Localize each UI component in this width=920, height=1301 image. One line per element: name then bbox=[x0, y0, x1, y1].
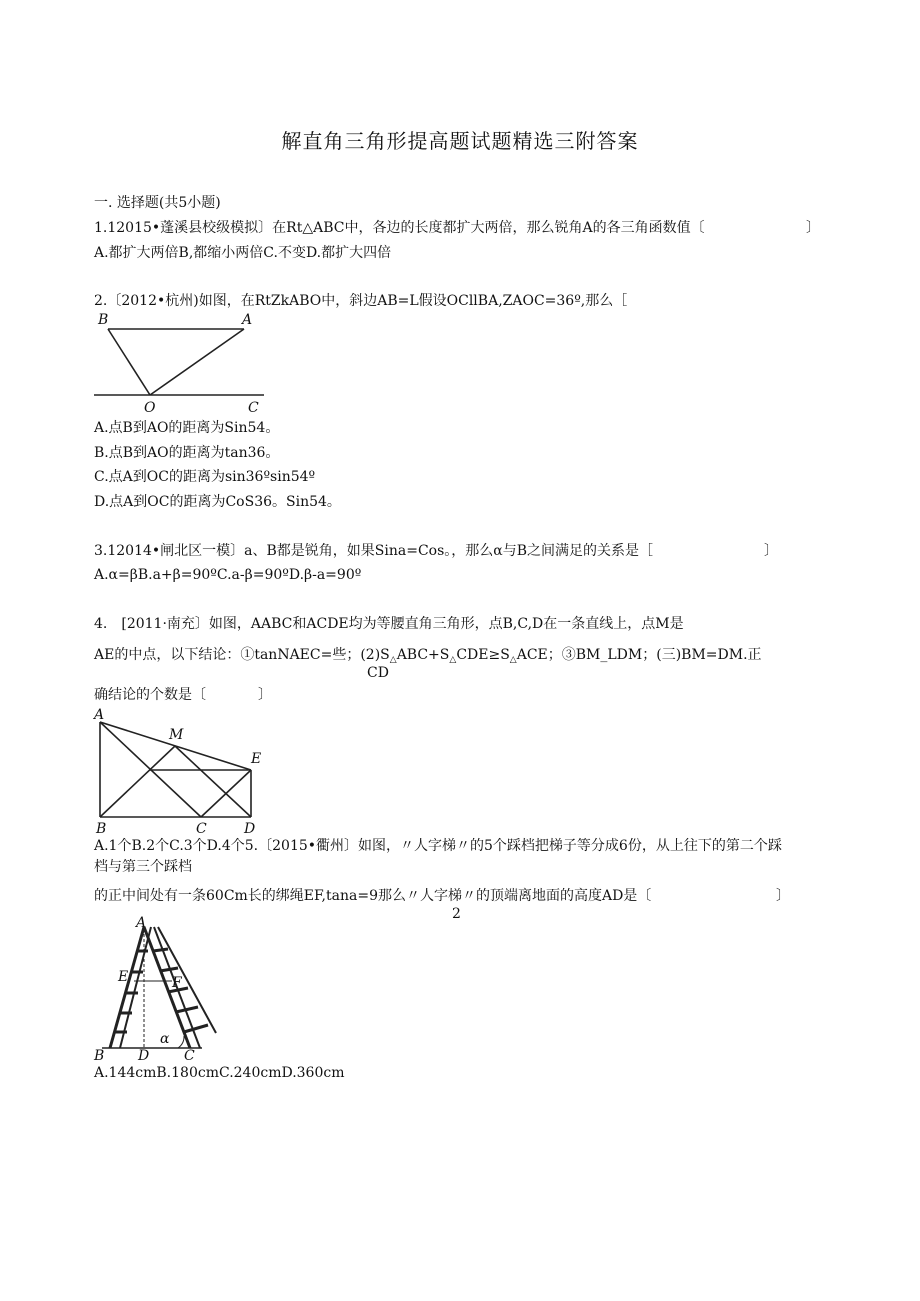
q2-option-c: C.点A到OC的距离为sin36ºsin54º bbox=[94, 469, 316, 485]
q5-options: A.144cmB.180cmC.240cmD.360cm bbox=[94, 1065, 345, 1081]
section-heading: 一. 选择题(共5小题) bbox=[94, 195, 221, 211]
q2-option-b: B.点B到AO的距离为tan36。 bbox=[94, 445, 280, 461]
q1-stem: 1.12015•蓬溪县校级模拟〕在Rt△ABC中，各边的长度都扩大两倍，那么锐角A的各三角函数值〔 bbox=[94, 220, 705, 236]
q4-label-d: D bbox=[244, 821, 256, 837]
q4-close-bracket: 〕 bbox=[258, 687, 272, 703]
q5-ladder-figure bbox=[90, 915, 230, 1063]
q5-fraction-denominator: 2 bbox=[452, 906, 461, 922]
q3-options: A.α=βB.a+β=90ºC.a-β=90ºD.β-a=90º bbox=[94, 567, 362, 583]
q4-fraction-denominator: CD bbox=[367, 665, 389, 681]
q4-label-a: A bbox=[94, 707, 105, 723]
q2-figure bbox=[92, 310, 272, 415]
q4-subscript-1: △ bbox=[389, 655, 397, 665]
q4-stem: 4. [2011·南充〕如图，AABC和ACDE均为等腰直角三角形，点B,C,D在一条直线上，点M是 bbox=[94, 616, 684, 632]
q4-conclusions-part2: ABC+S bbox=[396, 647, 450, 663]
q5-label-alpha: α bbox=[160, 1031, 170, 1047]
q5-label-f: F bbox=[172, 975, 182, 991]
q3-close-bracket: 〕 bbox=[764, 543, 778, 559]
q4-conclusions-part3: CDE≥S bbox=[456, 647, 510, 663]
page-title: 解直角三角形提高题试题精选三附答案 bbox=[281, 129, 639, 153]
q5-stem-line3: 的正中间处有一条60Cm长的绑绳EF,tana=9那么〃人字梯〃的顶端离地面的高度AD是〔 bbox=[94, 888, 652, 904]
q4-label-b: B bbox=[96, 821, 107, 837]
q2-option-d: D.点A到OC的距离为CoS36。Sin54。 bbox=[94, 494, 341, 510]
q1-options: A.都扩大两倍B,都缩小两倍C.不变D.都扩大四倍 bbox=[94, 245, 392, 261]
q2-label-o: O bbox=[144, 400, 156, 416]
q1-close-bracket: 〕 bbox=[806, 220, 820, 236]
q4-label-c: C bbox=[196, 821, 207, 837]
q4-conclusions-part1: AE的中点，以下结论：①tanNAEC=些；(2)S bbox=[94, 647, 390, 663]
q5-label-e: E bbox=[118, 969, 129, 985]
q5-close-bracket: 〕 bbox=[776, 888, 790, 904]
q5-label-a: A bbox=[136, 915, 147, 931]
q4-figure bbox=[90, 705, 270, 835]
q4-label-m: M bbox=[169, 727, 184, 743]
q4-subscript-2: △ bbox=[449, 655, 457, 665]
q2-stem: 2.〔2012•杭州)如图，在RtZkABO中，斜边AB=L假设OCllBA,ZAOC=36º,那么［ bbox=[94, 293, 628, 309]
q2-label-c: C bbox=[248, 400, 259, 416]
q2-option-a: A.点B到AO的距离为Sin54。 bbox=[94, 420, 280, 436]
q5-label-c: C bbox=[184, 1048, 195, 1064]
q4-label-e: E bbox=[251, 751, 262, 767]
q3-stem: 3.12014•闸北区一模〕a、B都是锐角，如果Sina=Cos。，那么α与B之间满足的关系是［ bbox=[94, 543, 654, 559]
q4-conclusions-part4: ACE；③BM_LDM；(三)BM=DM.正 bbox=[516, 647, 762, 663]
q4-subscript-3: △ bbox=[509, 655, 517, 665]
q5-label-d: D bbox=[138, 1048, 150, 1064]
q5-stem-line2: 档与第三个踩档 bbox=[94, 859, 192, 875]
q2-label-a: A bbox=[242, 312, 253, 328]
q5-label-b: B bbox=[94, 1048, 105, 1064]
q4-question-line: 确结论的个数是〔 bbox=[94, 687, 206, 703]
q4-conclusions bbox=[94, 646, 762, 669]
q4-options-and-q5-stem: A.1个B.2个C.3个D.4个5.〔2015•衢州〕如图，〃人字梯〃的5个踩档把梯子等分成6份，从上往下的第二个踩 bbox=[94, 838, 782, 854]
q2-label-b: B bbox=[98, 312, 109, 328]
